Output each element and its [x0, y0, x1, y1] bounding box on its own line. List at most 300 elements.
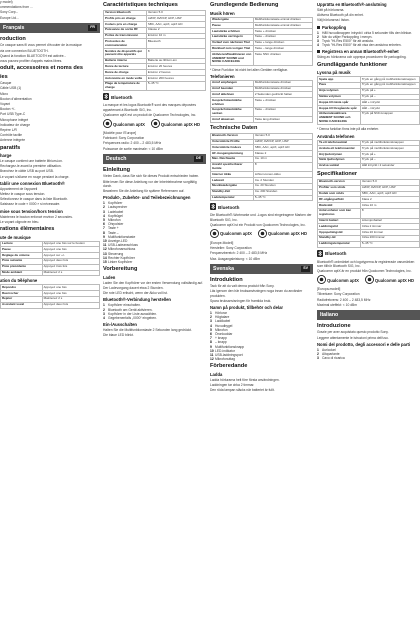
text-line: Leggere attentamente le istruzioni prima dell'uso. — [317, 335, 389, 340]
text-line: Bewahren Sie die Anleitung für spätere Referenzen auf. — [103, 188, 185, 193]
table-key: Piste suivante — [1, 258, 43, 264]
item-label: Mikrofon — [108, 218, 121, 222]
column-german-swedish — [210, 0, 313, 640]
text-line: Spara bruksanvisningen för framtida bruk. — [210, 298, 272, 303]
item-number: 12 — [103, 247, 107, 252]
table-key: Anruf abweisen — [211, 117, 254, 123]
table-value: Appuyez deux fois — [42, 302, 99, 308]
table-row — [211, 195, 313, 201]
section-heading: rations élémentaires — [0, 226, 55, 233]
table-value: Taste + lange drücken — [253, 40, 312, 46]
item-label: Kopfhörer einschalten. — [108, 303, 141, 308]
qualcomm-logo-icon — [210, 229, 219, 239]
music-table — [317, 76, 420, 125]
text-line: Die Bluetooth®-Wortmarke und -Logos sind eingetragene Marken der Bluetooth SIG, Inc. — [210, 213, 312, 222]
item-label: + knapp — [215, 336, 227, 341]
table-value: 5–45 °C — [146, 81, 205, 91]
table-value: Taste + drücken — [253, 98, 312, 108]
table-key: Batterie interne — [104, 58, 147, 64]
qualcomm-logo-icon — [103, 119, 112, 129]
table-value: Taste – lange drücken — [253, 46, 312, 52]
table-row — [104, 81, 206, 91]
item-number: 8 — [103, 230, 105, 235]
language-code: DE — [196, 155, 201, 160]
item-number: 2 — [103, 307, 105, 312]
text-line: Europe Ltd... — [0, 15, 19, 20]
bluetooth-heading — [317, 250, 420, 258]
text-line: Den röda lampan släcks när batteriet är fullt. — [210, 388, 275, 393]
text-line: y model) — [0, 0, 13, 4]
call-table — [0, 284, 100, 308]
item-label: – knapp — [215, 340, 227, 345]
text-line: vous pouvez profiter d'appels mains libres. — [0, 58, 63, 63]
text-line: Grazie per aver acquistato questo prodotto Sony. — [317, 330, 389, 335]
table-key: Anruf beenden — [211, 86, 254, 92]
table-value: Taste NNC drücken — [253, 52, 312, 65]
item-label: Auricolari — [322, 347, 336, 352]
section-heading: oduit, accessoires et noms des — [0, 65, 84, 72]
item-number: 8 — [210, 340, 212, 345]
table-value: Appuyez une fois sur le bouton — [42, 241, 99, 247]
item-number: 4 — [210, 323, 212, 328]
text-line: Fabricant: Sony Corporation — [103, 136, 145, 141]
text-line: Appariement de l'appareil — [0, 186, 38, 191]
item-number: 5 — [103, 218, 105, 222]
item-label: Huvudbygel — [215, 323, 233, 328]
item-label: Taste + — [108, 226, 119, 231]
bluetooth-icon — [210, 203, 216, 211]
footnote: * Diese Funktion ist nicht bei allen Geräten verfügbar. — [210, 67, 288, 72]
qualcomm-logo — [258, 229, 307, 239]
subsection-heading: Laden — [103, 274, 116, 280]
table-key: Durée de charge — [104, 70, 147, 76]
table-key: Bluetooth-version — [318, 179, 361, 185]
table-key: Pause — [1, 247, 43, 253]
table-value: Tryck på – — [360, 94, 419, 100]
item-number: 1 — [210, 311, 212, 316]
item-label: Tryck "Hi-Res E500" för att ansluta. — [322, 39, 374, 44]
item-number: 4 — [103, 315, 105, 320]
item-number: 11 — [210, 353, 214, 358]
table-value: Cirka 10 m — [360, 203, 419, 209]
table-key: Laddningstemperatur — [318, 241, 361, 247]
text-line: Läs igenom den här bruksanvisningen noga innan du använder produkten. — [210, 289, 303, 298]
item-number: 1 — [317, 30, 319, 35]
part-name: Repère L/R — [0, 127, 17, 132]
column-french-german — [103, 0, 206, 640]
spec-table — [103, 10, 206, 92]
item-label: Laddkabel — [215, 319, 231, 324]
table-key: Profils pris en charge — [104, 16, 147, 22]
table-row — [318, 163, 420, 169]
footnote: * Denna funktion finns inte på alla enheter. — [317, 127, 379, 132]
text-line: Välj hörlurarna i listan. — [317, 18, 350, 23]
call-table — [317, 140, 420, 170]
item-label: Kopfhörer — [108, 201, 123, 206]
table-value: Tryck på – — [360, 157, 419, 163]
text-line: Halten Sie die Multifunktionstaste 2 Sekunden lang gedrückt. — [103, 328, 192, 333]
text-line: Le voyant s'allume en rouge pendant la charge. — [0, 174, 70, 179]
item-label: När du väljer Parkoppling i menyn. — [322, 34, 373, 39]
text-line: Quand la fonction BLUETOOTH est activée... — [0, 53, 67, 58]
subsection-heading: Upprätta en Bluetooth®-anslutning — [317, 2, 387, 7]
table-key: Profiler som stöds — [318, 185, 361, 191]
qualcomm-logo — [365, 275, 414, 285]
call-table — [210, 80, 313, 123]
section-heading: paratifs — [0, 144, 21, 151]
checkbox-icon — [317, 50, 320, 53]
item-label: Mikrofonuttag — [215, 357, 235, 362]
music-table — [210, 17, 313, 66]
item-label: USB-Ladeanschluss — [108, 243, 138, 248]
table-row — [318, 111, 420, 124]
subsection-heading: Produkt-, Zubehör- und Teilebezeichnungen — [103, 195, 191, 201]
table-key: Höja volymen — [318, 88, 361, 94]
table-key: Uppspelningstid — [318, 230, 361, 236]
checkbox-icon — [317, 26, 320, 29]
spec-table — [210, 133, 313, 202]
item-number: 13 — [103, 251, 107, 256]
qualcomm-logos — [103, 119, 206, 129]
qualcomm-logo — [210, 229, 252, 239]
table-key: Gesprächslautstärke erhöhen — [211, 98, 254, 108]
column-swedish-italian — [317, 0, 420, 640]
music-table — [0, 241, 100, 277]
table-key: Paus — [318, 82, 361, 88]
table-row — [211, 162, 313, 172]
part-name: Microphone intégré — [0, 117, 29, 122]
table-value: SBC, AAC, aptX, aptX HD — [360, 191, 419, 197]
spec-table — [317, 179, 420, 248]
section-heading: Introduzione — [317, 322, 351, 329]
table-value: Ca. 20 Stunden — [253, 183, 312, 189]
item-label: Gegebenenfalls „0000“ eingeben. — [108, 315, 157, 320]
part-item — [317, 356, 420, 360]
language-bar-swedish — [210, 264, 313, 274]
part-name: Antenne intégrée — [0, 138, 26, 143]
table-key: Anzahl speicherbarer Geräte — [211, 162, 254, 172]
item-number: 7 — [210, 336, 212, 341]
text-line: Qualcomm aptX är en produkt från Qualcomm Technologies, Inc. — [317, 268, 412, 273]
step-item — [103, 316, 206, 320]
table-value: Multifunktionstaste einmal drücken — [253, 23, 312, 29]
text-line: Rechargez-le avant la première utilisation. — [0, 164, 62, 169]
table-key: Hoppa till nästa spår — [318, 100, 361, 106]
item-label: Anzeige-LED — [108, 239, 128, 244]
table-key: Internt batteri — [318, 218, 361, 224]
item-number: 1 — [103, 303, 105, 308]
table-key: Autonomie en mode veille — [104, 76, 147, 82]
table-value: Taste lang drücken — [253, 117, 312, 123]
table-value: SBC, AAC, aptX, aptX HD — [253, 145, 312, 151]
text-line: Stäng av hörlurarna och upprepa proceduren för parkoppling. — [317, 55, 407, 60]
table-value: Appuyez une fois — [42, 285, 99, 291]
table-value: Klass 2 — [360, 197, 419, 203]
text-line: Qualcomm aptX ist ein Produkt von Qualcomm Technologies, Inc. — [210, 222, 306, 227]
qualcomm-logo — [317, 275, 359, 285]
table-value: Håll – intryckt — [360, 106, 419, 112]
item-label: Mikrofonanschluss — [108, 247, 136, 252]
table-value: SBC, AAC, aptX, aptX HD — [146, 22, 205, 28]
table-key: Bluetooth-Version — [211, 133, 254, 139]
logo-text: Qualcomm aptX HD — [160, 121, 200, 127]
table-key: Répondre — [1, 285, 43, 291]
item-number: 3 — [317, 356, 319, 361]
table-value: 8 — [253, 162, 312, 172]
item-label: Rechter Kopfhörer — [108, 255, 135, 260]
table-key: Anruf empfangen — [211, 80, 254, 86]
table-value: Tryck på multifunktionsknappen — [360, 146, 419, 152]
part-name: Câble USB (1) — [0, 86, 22, 91]
table-key: Pause — [211, 23, 254, 29]
step-item — [317, 43, 420, 47]
logo-text: Qualcomm aptX — [113, 121, 145, 127]
bluetooth-label: Bluetooth — [111, 94, 133, 100]
table-value: Tryck på multifunktionsknappen — [360, 140, 419, 146]
table-value: Environ 2 heures — [146, 70, 205, 76]
table-key: Mode ambiant — [1, 270, 43, 276]
logo-text: Qualcomm aptX — [220, 231, 252, 237]
table-value: Batterie au lithium-ion — [146, 58, 205, 64]
item-number: 2 — [210, 315, 212, 320]
item-number: 14 — [103, 255, 107, 260]
language-bar-german — [103, 154, 206, 164]
table-value: Environ 10 m — [146, 33, 205, 39]
part-item — [210, 357, 313, 361]
item-label: Hörlurar — [215, 311, 227, 316]
table-key: Hoppa till föregående spår — [318, 106, 361, 112]
table-key: Ta ett telefonsamtal — [318, 140, 361, 146]
table-row — [211, 52, 313, 65]
heading-label: Parkoppling — [322, 24, 347, 30]
table-value: Taste + drücken — [253, 29, 312, 35]
table-value: Håll intryckt i 2 sekunder — [360, 163, 419, 169]
table-key: Nombre de dispositifs qui peuvent être appariés — [104, 49, 147, 59]
text-line: Fréquences radio: 2 400 – 2 483,5 MHz — [103, 141, 162, 146]
table-key: Wiedergabe — [211, 17, 254, 23]
text-line: Tillverkare: Sony Corporation — [317, 292, 360, 297]
text-line: Ce casque sans fil vous permet d'écouter de la musique — [0, 43, 82, 48]
table-value: Ca. 200 Stunden — [253, 189, 312, 195]
table-value: A2DP, AVRCP, HFP, HSP — [253, 139, 312, 145]
table-key: Laddningstid — [318, 224, 361, 230]
table-key: Aktivera/avaktivera AMBIENT SOUND och NOISE CANCELING — [318, 111, 361, 124]
table-key: Höj ljudvolymen — [318, 152, 361, 158]
bluetooth-heading — [210, 203, 313, 211]
table-key: Codecs pris en charge — [104, 22, 147, 28]
table-row — [1, 270, 100, 276]
table-row — [318, 241, 420, 247]
item-label: Altoparlante — [322, 352, 340, 357]
table-value: Håll + intryckt — [360, 100, 419, 106]
text-line: Bluetooth®-ordmärket och logotyperna är registrerade varumärken som tillhör Bluetooth SIG, Inc. — [317, 259, 415, 268]
table-key: Vorlauf zum nächsten Titel — [211, 40, 254, 46]
language-bar-italian — [317, 310, 420, 320]
section-heading: ies — [0, 73, 8, 80]
qualcomm-logo-icon — [151, 119, 160, 129]
table-value: Classe 2 — [146, 27, 205, 33]
table-value: 2 Sekunden gedrückt halten — [253, 92, 312, 98]
item-number: 11 — [103, 243, 107, 248]
item-label: Håll huvudknappen intryckt i cirka 5 sekunder tills den blinkar. — [322, 30, 412, 35]
table-key: Max. Reichweite — [211, 156, 254, 162]
table-key: Musikwiedergabe — [211, 183, 254, 189]
item-label: Tryck "Hi-Res E500" för att visa den anslutna enheten. — [322, 43, 402, 48]
part-name: Micro — [0, 91, 9, 96]
table-key: Standby-tid — [318, 235, 361, 241]
text-line: Aktivera Bluetooth på din enhet. — [317, 13, 364, 18]
text-line: Le casque contient une batterie lithium-ion. — [0, 159, 63, 164]
item-label: Multifunktionsknapp — [215, 344, 245, 349]
subsection-heading: Telefonieren — [210, 73, 235, 79]
text-line: Hersteller: Sony Corporation — [210, 246, 252, 251]
table-key: Durée de lecture — [104, 64, 147, 70]
table-key: Interner Akku — [211, 172, 254, 178]
item-label: Cavo di ricarica — [322, 356, 345, 361]
subsection-heading: Namn på produkt, tillbehör och delar — [210, 305, 284, 311]
text-line: Tack för att du valt denna produkt från Sony. — [210, 284, 275, 289]
table-value: Taste – drücken — [253, 34, 312, 40]
bluetooth-heading — [103, 93, 206, 101]
table-key: Avvisa samtal — [318, 163, 361, 169]
item-label: Bluetooth am Gerät aktivieren. — [108, 307, 153, 312]
item-number: 7 — [103, 226, 105, 231]
text-line: Sony Corp... — [0, 10, 19, 15]
item-label: Öronkuddar — [215, 332, 233, 337]
item-label: Kopfbügel — [108, 213, 123, 218]
table-key: Protocoles de communication — [104, 39, 147, 49]
table-value: Cirka 20 timmar — [360, 230, 419, 236]
table-value: Version 5.0 — [360, 179, 419, 185]
item-label: Kopfhörer in der Liste auswählen. — [108, 311, 158, 316]
qualcomm-logos — [317, 275, 420, 285]
table-value: Taste – drücken — [253, 107, 312, 117]
item-number: 10 — [210, 348, 214, 353]
section-heading: Einleitung — [103, 166, 131, 173]
text-line: Bitte lesen Sie diese Anleitung vor der Inbetriebnahme sorgfältig durch. — [103, 179, 197, 188]
text-line: Laddningen tar cirka 2 timmar. — [210, 383, 255, 388]
item-label: Ladekabel — [108, 209, 124, 214]
language-label: Italiano — [320, 311, 339, 318]
table-value: Environ 20 heures — [146, 64, 205, 70]
text-line: Vielen Dank, dass Sie sich für dieses Produkt entschieden haben. — [103, 174, 200, 179]
qualcomm-logo-icon — [317, 275, 326, 285]
table-key: Assistant vocal — [1, 302, 43, 308]
section-heading: Grundlegende Bedienung — [210, 2, 279, 8]
table-key: Unterstützte Codecs — [211, 145, 254, 151]
subsection-heading: ation du téléphone — [0, 278, 38, 284]
table-value: Bluetooth — [146, 39, 205, 49]
item-label: Ohrpolster — [108, 222, 124, 227]
table-key: Lautstärke verringern — [211, 34, 254, 40]
item-number: 6 — [103, 222, 105, 227]
table-key: Version Bluetooth — [104, 10, 147, 16]
item-label: Lautsprecher — [108, 205, 128, 210]
table-value: 8 — [360, 208, 419, 218]
table-key: HF-Ausgangsleistung — [211, 151, 254, 157]
item-number: 3 — [317, 39, 319, 44]
item-number: 9 — [210, 344, 212, 349]
table-key: Portée de transmission — [104, 33, 147, 39]
item-label: Högtalare — [215, 315, 230, 320]
table-row — [104, 49, 206, 59]
table-key: Sänk ljudvolymen — [318, 157, 361, 163]
item-label: Steuerung — [108, 251, 124, 256]
text-line: Die blaue LED blinkt. — [103, 333, 134, 338]
item-number: 3 — [210, 319, 212, 324]
table-key: Aktivieren/Deaktivieren von AMBIENT SOUND und NOISE CANCELING — [212, 51, 252, 64]
part-name: Bouton +/- — [0, 107, 16, 112]
table-key: Plage de température de charge — [104, 81, 147, 91]
table-value: Tryck en gång på multifunktionsknappen — [360, 77, 419, 83]
table-key: Réglage du volume — [1, 253, 43, 259]
table-value: Tryck på + — [360, 88, 419, 94]
subsection-heading: Musik hören — [210, 10, 235, 16]
table-key: Kodek som stöds — [318, 191, 361, 197]
subsection-heading: Bluetooth®-Verbindung herstellen — [103, 297, 171, 303]
logo-text: Qualcomm aptX HD — [374, 277, 414, 283]
qualcomm-logo-icon — [258, 229, 267, 239]
part-name: Voyant — [0, 101, 11, 106]
text-line: [Europa-modell] — [317, 287, 341, 292]
language-code: FR — [90, 24, 95, 29]
table-value: 5–45 °C — [360, 241, 419, 247]
table-value: 8 — [146, 49, 205, 59]
part-item — [103, 260, 206, 264]
logo-text: Qualcomm aptX — [327, 277, 359, 283]
item-number: 2 — [317, 34, 319, 39]
table-value: Appuyez trois fois — [42, 264, 99, 270]
text-line: Maintenez le bouton enfoncé environ 2 secondes. — [0, 214, 73, 219]
table-value: 5–45 °C — [253, 195, 312, 201]
text-line: Frequenzbereich: 2 400 – 2 483,5 MHz — [210, 251, 268, 256]
table-value: Lithium-Ionen-Akku — [253, 172, 312, 178]
table-value: A2DP, AVRCP, HFP, HSP — [360, 185, 419, 191]
part-name: Contrôle tactile — [0, 133, 22, 138]
table-value: Ca. 2 Stunden — [253, 178, 312, 184]
heading-label: Registrera en annan Bluetooth®-enhet — [322, 49, 399, 55]
item-label: Taste – — [108, 230, 119, 235]
item-label: LED-indikator — [215, 348, 235, 353]
text-line: ommendations from ... — [0, 5, 33, 10]
text-line: Ladda hörlurarna helt före första användningen. — [210, 377, 280, 382]
item-label: Linker Kopfhörer — [108, 260, 133, 265]
section-heading: Grundläggande funktioner — [317, 61, 388, 68]
qualcomm-logo — [103, 119, 145, 129]
section-heading: Technische Daten — [210, 125, 258, 132]
table-value: Multifunktionstaste einmal drücken — [253, 17, 312, 23]
table-value: Appuyez deux fois — [42, 258, 99, 264]
language-label: Français — [3, 24, 25, 31]
subsection-heading: Nomi del prodotto, degli accessori e delle parti — [317, 341, 411, 347]
table-value: Tryck på + — [360, 152, 419, 158]
subsection-heading: mise sous tension/hors tension — [0, 208, 63, 214]
item-label: Multifunktionstaste — [108, 234, 136, 239]
section-heading: Caractéristiques techniques — [103, 2, 178, 8]
item-number: 12 — [210, 357, 214, 362]
text-line: Qualcomm aptX est un produit de Qualcomm Technologies, Inc. — [103, 112, 197, 117]
language-label: Svenska — [213, 265, 235, 272]
text-line: Max. Ausgangsleistung: < 10 dBm — [210, 256, 260, 261]
item-label: Mikrofon — [215, 327, 228, 332]
subsection-heading: harge — [0, 153, 12, 159]
table-key: Piste précédente — [1, 264, 43, 270]
text-line: Le voyant clignote en bleu. — [0, 219, 40, 224]
item-number: 15 — [103, 260, 107, 265]
subsection-heading: tablir une connexion Bluetooth® — [0, 180, 65, 186]
item-number: 2 — [103, 205, 105, 210]
qualcomm-logo — [151, 119, 200, 129]
